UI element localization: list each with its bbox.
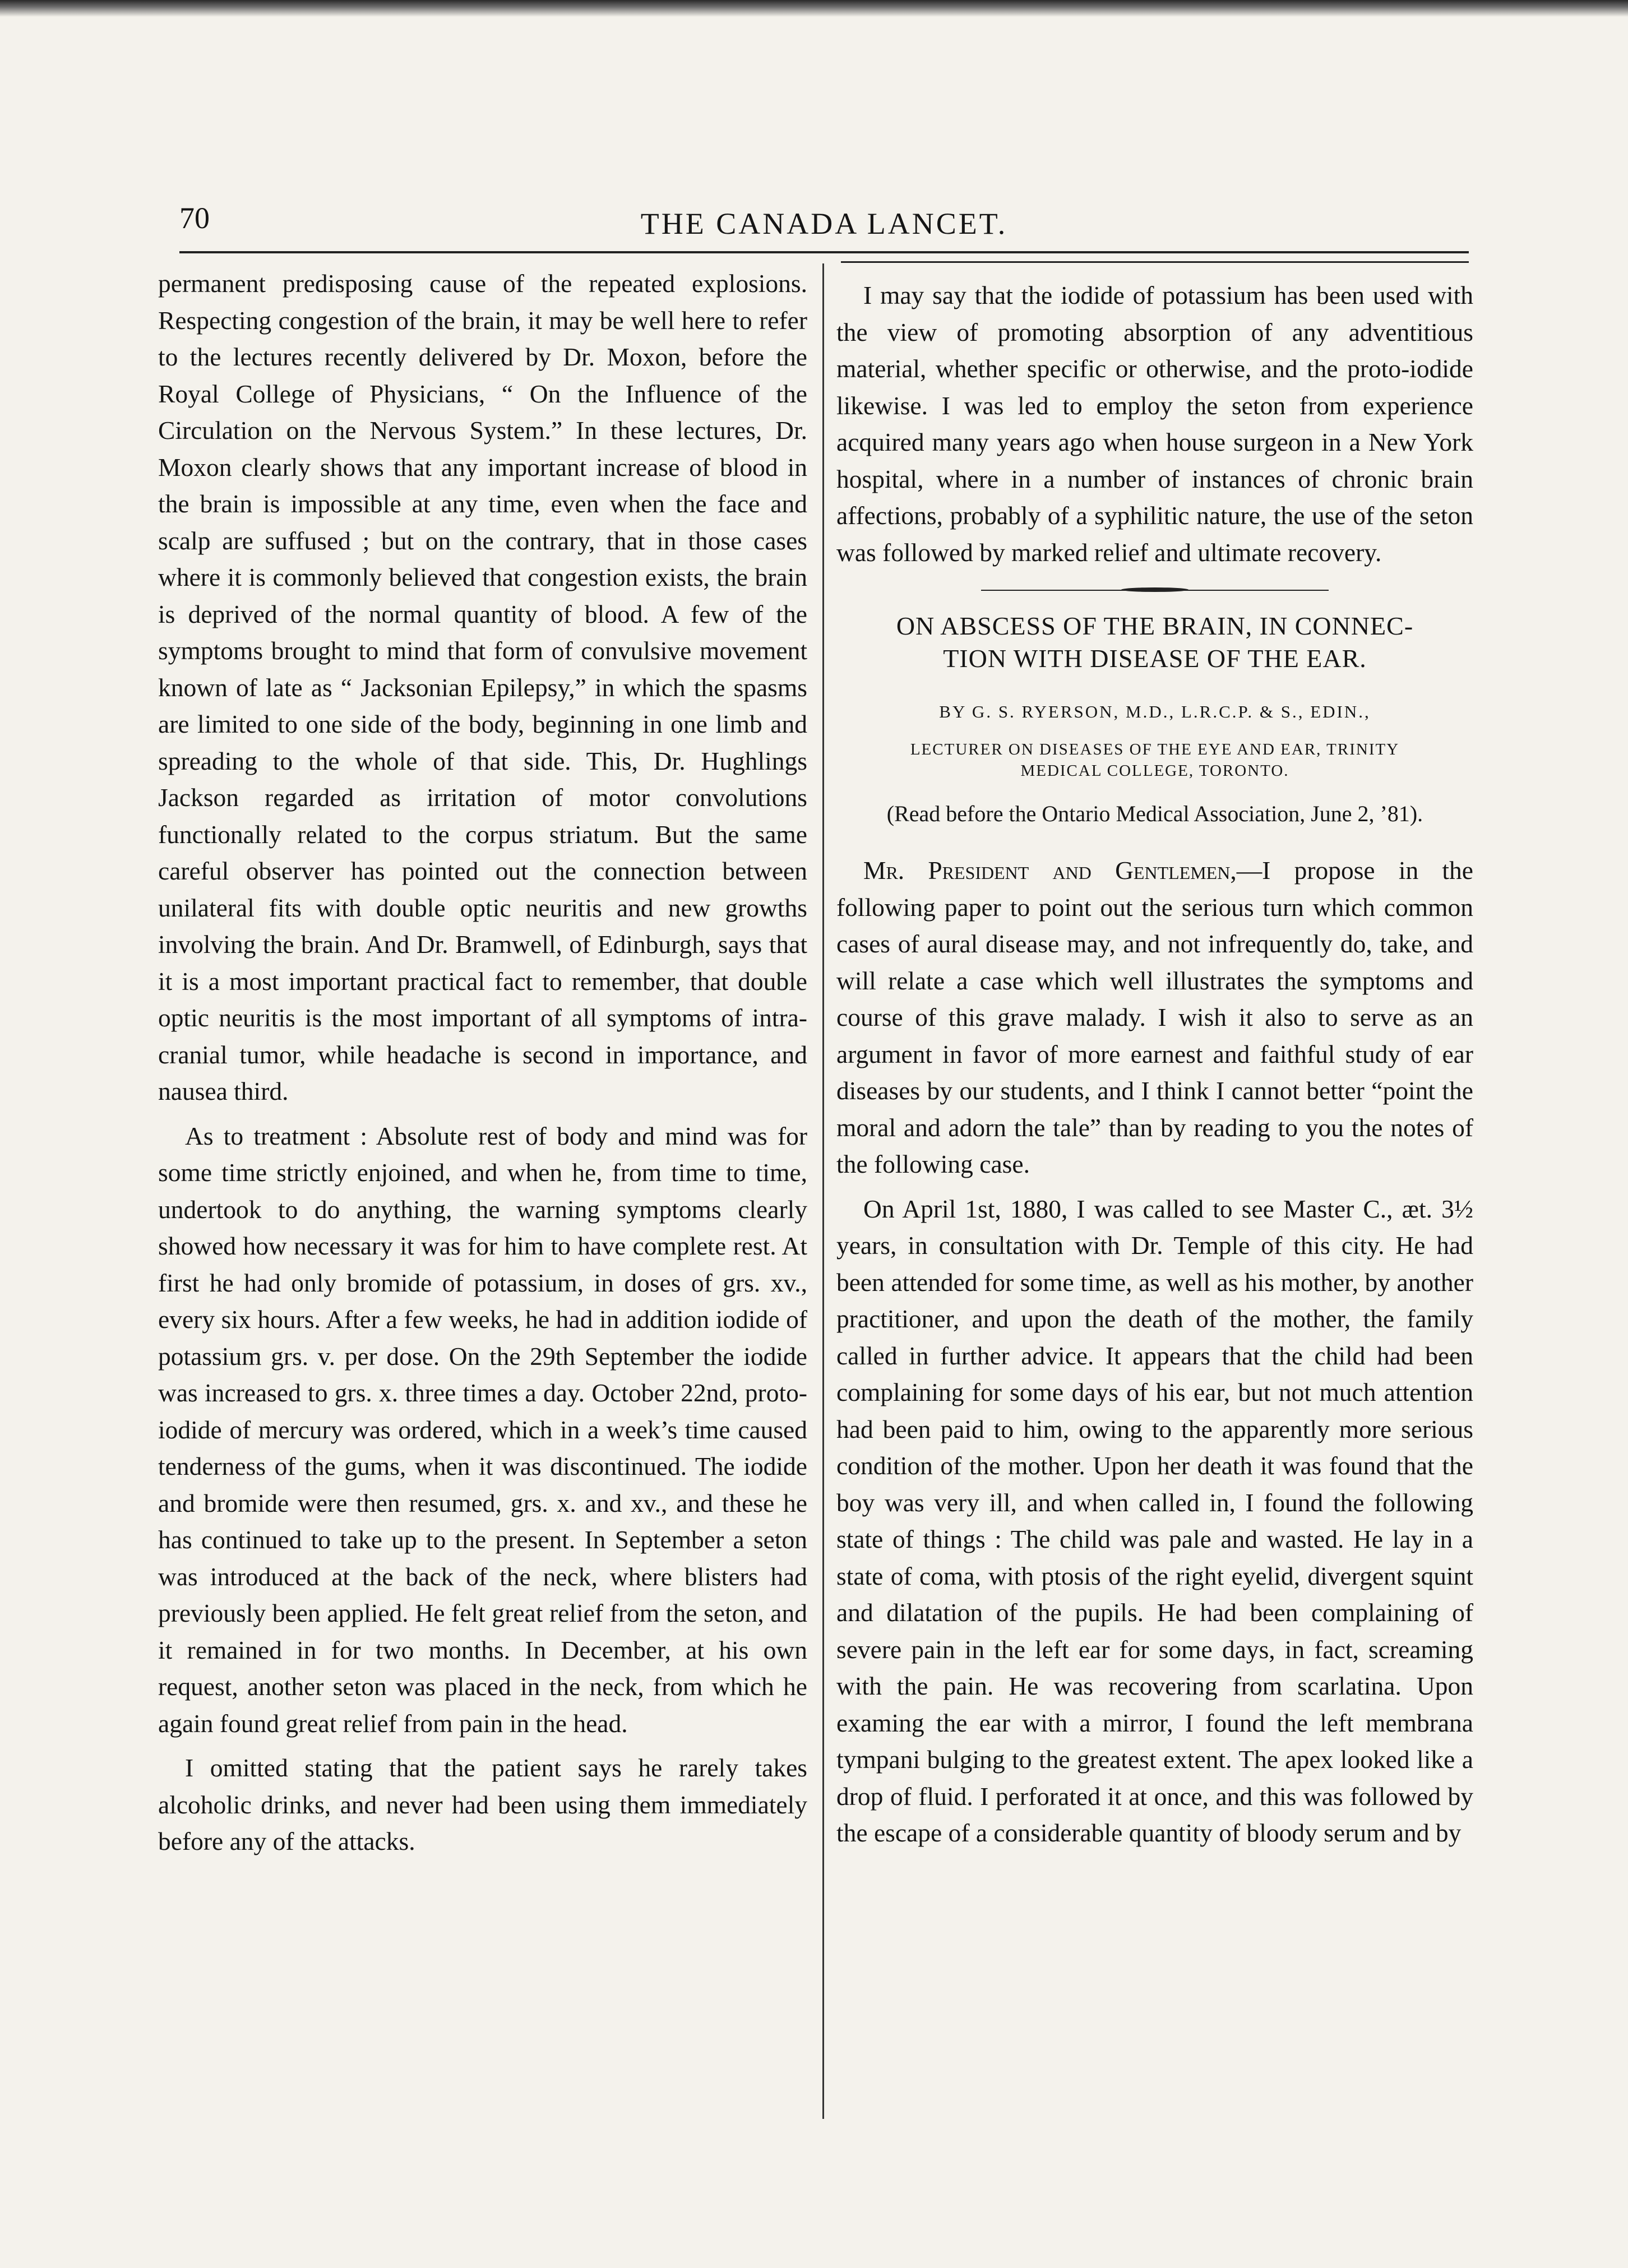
right-column: [836, 277, 1473, 1852]
page-number: 70: [179, 201, 210, 235]
left-paragraph-1: permanent predisposing cause of the repeated explosions. Respecting congestion of the brain, it may be well here to refer to the lectures recently delivered by Dr. Moxon, before the Royal College of Physicians, “ On the Influence of the Circulation on the Nervous System.” In these lectures, Dr. Moxon clearly shows that any important increase of blood in the brain is impossible at any time, even when the face and scalp are suffused ; but on the contrary, that in those cases where it is commonly believed that congestion exists, the brain is deprived of the normal quantity of blood. A few of the symptoms brought to mind that form of convulsive movement known of late as “ Jacksonian Epilepsy,” in which the spasms are limited to one side of the body, beginning in one limb and spreading to the whole of that side. This, Dr. Hughlings Jackson regarded as irritation of motor convolutions functionally related to the corpus striatum. But the same careful observer has pointed out the connection between unilateral fits with double optic neuritis and new growths involving the brain. And Dr. Bramwell, of Edinburgh, says that it is a most important practical fact to remember, that double optic neuritis is the most important of all symptoms of intra-cranial tumor, while headache is second in importance, and nausea third.: [158, 269, 807, 1105]
left-paragraph-2: As to treatment : Absolute rest of body and mind was for some time strictly enjoined, and when he, from time to time, undertook to do anything, the warning symptoms clearly showed how necessary it was for him to have complete rest. At first he had only bromide of potassium, in doses of grs. xv., every six hours. After a few weeks, he had in addition iodide of potassium grs. v. per dose. On the 29th September the iodide was increased to grs. x. three times a day. October 22nd, proto-iodide of mercury was ordered, which in a week’s time caused tenderness of the gums, when it was discontinued. The iodide and bromide were then resumed, grs. x. and xv., and these he has continued to take up to the present. In September a seton was introduced at the back of the neck, where blisters had previously been applied. He felt great relief from the seton, and it remained in for two months. In December, at his own request, another seton was placed in the neck, from which he again found great relief from pain in the head.: [158, 1121, 807, 1738]
column-divider: [822, 263, 824, 2119]
page-header: [179, 201, 1469, 246]
article-title-line-1: ON ABSCESS OF THE BRAIN, IN CONNEC-: [896, 612, 1414, 640]
author-position-line-1: LECTURER ON DISEASES OF THE EYE AND EAR, TRINITY: [910, 740, 1400, 758]
header-rule-secondary: [841, 261, 1469, 263]
read-note: (Read before the Ontario Medical Association, June 2, ’81).: [886, 801, 1423, 826]
salutation: Mr. President and Gentlemen,: [863, 856, 1237, 885]
author-position-line-2: MEDICAL COLLEGE, TORONTO.: [1020, 762, 1289, 780]
author-position: [836, 739, 1473, 781]
left-paragraph-3: I omitted stating that the patient says he rarely takes alcoholic drinks, and never had been using them immediately before any of the attacks.: [158, 1753, 807, 1855]
right-paragraph-2: [836, 852, 1473, 1183]
page-top-edge: [0, 0, 1628, 17]
right-paragraph-3: On April 1st, 1880, I was called to see Master C., æt. 3½ years, in consultation with Dr. Temple of this city. He had been attended for some time, as well as his mother, by another practitioner, and upon the death of the mother, the family called in further advice. It appears that the child had been complaining for some days of his ear, but not much attention had been paid to him, owing to the apparently more serious condition of the mother. Upon her death it was found that the boy was very ill, and when called in, I found the following state of things : The child was pale and wasted. He lay in a state of coma, with ptosis of the right eyelid, divergent squint and dilatation of the pupils. He had been complaining of severe pain in the left ear for some days, in fact, screaming with the pain. He was recovering from scarlatina. Upon examing the ear with a mirror, I found the left membrana tympani bulging to the greatest extent. The apex looked like a drop of fluid. I perforated it at once, and this was followed by the escape of a considerable quantity of bloody serum and by: [836, 1194, 1473, 1847]
running-title: THE CANADA LANCET.: [640, 207, 1008, 240]
section-separator: [981, 590, 1329, 591]
header-rule: [179, 251, 1469, 253]
right-paragraph-1: I may say that the iodide of potassium has been used with the view of promoting absorption of any adventitious material, whether specific or otherwise, and the proto-iodide likewise. I was led to employ the seton from experience acquired many years ago when house surgeon in a New York hospital, where in a number of instances of chronic brain affections, probably of a syphilitic nature, the use of the seton was followed by marked relief and ultimate recovery.: [836, 281, 1473, 567]
right-paragraph-2-body: —I propose in the following paper to point out the serious turn which common cases of aural disease may, and not infrequently do, take, and will relate a case which well illustrates the symptoms and course of this grave malady. I wish it also to serve as an argument in favor of more earnest and faithful study of ear diseases by our students, and I think I cannot better “point the moral and adorn the tale” than by reading to you the notes of the following case.: [836, 856, 1474, 1178]
left-column: [158, 265, 807, 1860]
article-title-line-2: TION WITH DISEASE OF THE EAR.: [943, 644, 1367, 673]
article-title: [836, 610, 1473, 675]
author-byline: BY G. S. RYERSON, M.D., L.R.C.P. & S., EDIN.,: [939, 702, 1371, 721]
